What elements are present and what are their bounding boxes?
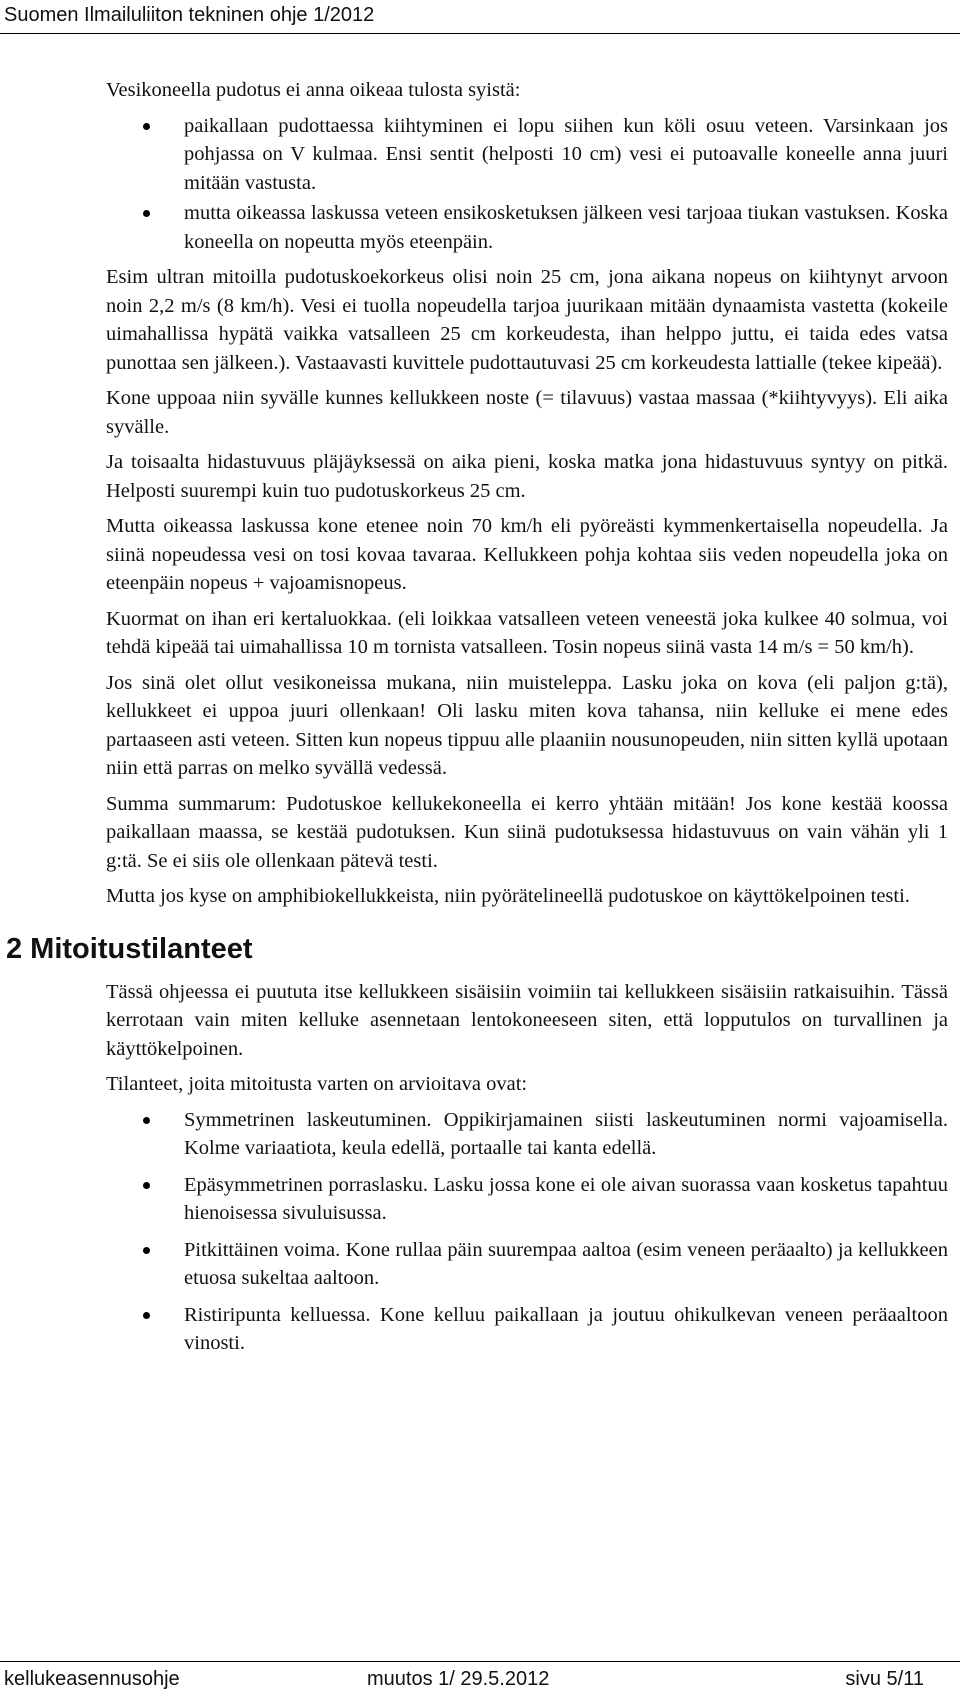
bullet-icon (143, 123, 150, 130)
paragraph-sinking: Kone uppoaa niin syvälle kunnes kellukkeen noste (= tilavuus) vastaa massaa (*kiihtyvyys). Eli aika syvälle. (106, 387, 948, 438)
bullet-icon (143, 1312, 150, 1319)
paragraph-real-landing: Mutta oikeassa laskussa kone etenee noin 70 km/h eli pyöreästi kymmenkertaisella nopeudella. Ja siinä nopeudessa vesi on tosi kovaa tavaraa. Kellukkeen pohja kohtaa siis veden nopeudella joka on eteenpäin nopeus + vajoamisnopeus. (106, 515, 948, 594)
paragraph-deceleration: Ja toisaalta hidastuvuus pläjäyksessä on aika pieni, koska matka jona hidastuvuus syntyy on pitkä. Helposti suurempi kuin tuo pudotuskorkeus 25 cm. (106, 451, 948, 502)
list-item (106, 199, 948, 256)
list-item (106, 1236, 948, 1293)
situations-list (106, 1106, 948, 1358)
list-item-text: Symmetrinen laskeutuminen. Oppikirjamainen siisti laskeutuminen normi vajoamisella. Kolme variaatiota, keula edellä, portaalle tai kanta edellä. (184, 1108, 948, 1159)
footer-document-name: kellukeasennusohje (4, 1668, 180, 1690)
footer-page-number: sivu 5/11 (845, 1668, 924, 1690)
list-item-text: paikallaan pudottaessa kiihtyminen ei lopu siihen kun köli osuu veteen. Varsinkaan jos pohjassa on V kulmaa. Ensi sentit (helposti 10 cm) vesi ei putoavalle koneelle anna juuri mitään vastusta. (184, 114, 948, 194)
paragraph-amphibious: Mutta jos kyse on amphibiokellukkeista, niin pyörätelineellä pudotuskoe on käyttökelpoinen testi. (106, 885, 910, 907)
bullet-icon (143, 1182, 150, 1189)
paragraph-scope: Tässä ohjeessa ei puututa itse kellukkeen sisäisiin voimiin tai kellukkeen sisäisiin ratkaisuihin. Tässä kerrotaan vain miten kelluke asennetaan lentokoneeseen siten, että lopputulos on turvallinen ja käyttökelpoinen. (106, 980, 948, 1060)
list-item-text: mutta oikeassa laskussa veteen ensikosketuksen jälkeen vesi tarjoaa tiukan vastuksen. Koska koneella on nopeutta myös eteenpäin. (184, 202, 948, 253)
list-item (106, 1106, 948, 1163)
list-item (106, 1301, 948, 1358)
list-item-text: Epäsymmetrinen porraslasku. Lasku jossa kone ei ole aivan suorassa vaan kosketus tapahtuu hienoisessa sivuluisussa. (184, 1173, 948, 1224)
section-heading: 2 Mitoitustilanteet (6, 932, 253, 965)
bullet-icon (143, 210, 150, 217)
reasons-list (106, 112, 948, 257)
bullet-icon (143, 1117, 150, 1124)
list-item (106, 1171, 948, 1228)
document-body (6, 76, 948, 1366)
list-item-text: Pitkittäinen voima. Kone rullaa päin suurempaa aaltoa (esim veneen peräaalto) ja kellukkeen etuosa sukeltaa aaltoon. (184, 1238, 948, 1289)
paragraph-experience: Jos sinä olet ollut vesikoneissa mukana, niin muisteleppa. Lasku joka on kova (eli paljon g:tä), kellukkeet ei uppoa juuri ollenkaan! Oli lasku miten kova tahansa, niin kelluke ei mene edes partaaseen asti veteen. Sitten kun nopeus tippuu alle plaaniin nousunopeuden, niin sitten kyllä upotaan niin että parras on melko syvällä vedessä. (106, 671, 948, 779)
paragraph-summary: Summa summarum: Pudotuskoe kellukekoneella ei kerro yhtään mitään! Jos kone kestää koossa paikallaan maassa, se kestää pudotuksen. Kun siinä pudotuksessa hidastuvuus on vain vähän yli 1 g:tä. Se ei siis ole ollenkaan pätevä testi. (106, 792, 948, 872)
list-item-text: Ristiripunta kelluessa. Kone kelluu paikallaan ja joutuu ohikulkevan veneen peräaaltoon vinosti. (184, 1303, 948, 1354)
paragraph-loads: Kuormat on ihan eri kertaluokkaa. (eli loikkaa vatsalleen veteen veneestä joka kulkee 40 solmua, voi tehdä kipeää tai uimahallissa 10 m tornista vatsalleen. Tosin nopeus siinä vasta 14 m/s = 50 km/h). (106, 607, 948, 658)
paragraph-example: Esim ultran mitoilla pudotuskoekorkeus olisi noin 25 cm, jona aikana nopeus on kiihtynyt arvoon noin 2,2 m/s (8 km/h). Vesi ei tuolla nopeudella tarjoa juurikaan mitään dynaamista vastetta (kokeile uimahallissa hypätä vaikka vatsalleen 25 cm korkeudesta, ihan helppo juttu, ei taida edes vatsa punottaa sen jälkeen.). Vastaavasti kuvittele pudottautuvasi 25 cm korkeudesta lattialle (tekee kipeää). (106, 266, 948, 374)
list-item (106, 112, 948, 198)
paragraph-situations-intro: Tilanteet, joita mitoitusta varten on arvioitava ovat: (106, 1073, 528, 1095)
header-divider (0, 33, 960, 34)
footer-revision: muutos 1/ 29.5.2012 (367, 1668, 550, 1690)
page-header: Suomen Ilmailuliiton tekninen ohje 1/2012 (4, 4, 375, 26)
bullet-icon (143, 1247, 150, 1254)
footer-divider (0, 1661, 960, 1662)
paragraph-intro: Vesikoneella pudotus ei anna oikeaa tulosta syistä: (106, 79, 521, 101)
